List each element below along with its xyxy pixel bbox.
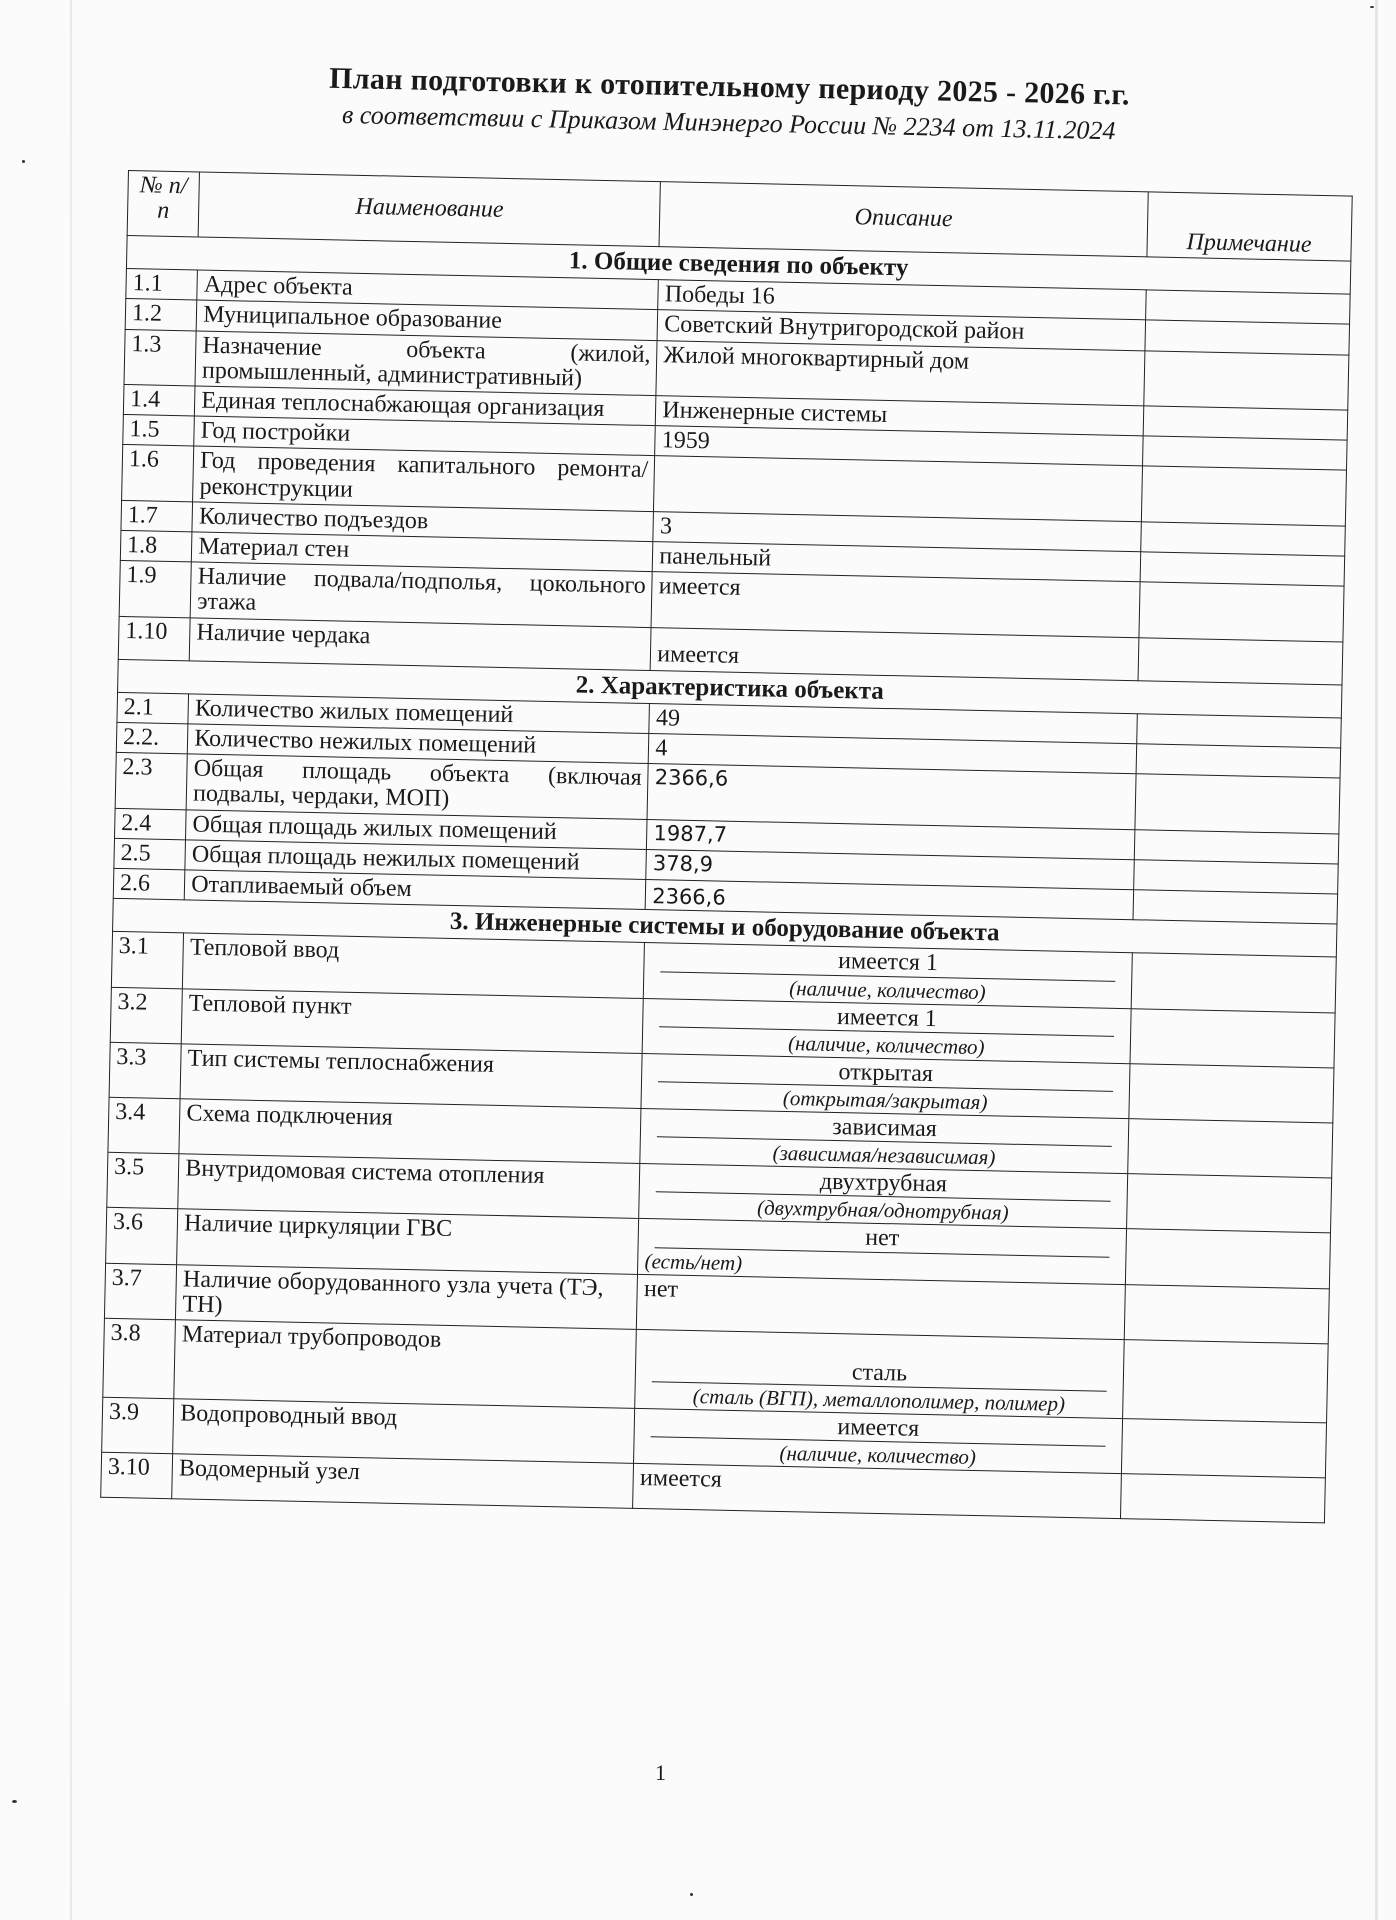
row-value: имеется <box>651 1411 1106 1447</box>
row-desc <box>634 1408 1122 1473</box>
row-note <box>1145 320 1350 354</box>
row-num: 1.8 <box>120 530 192 562</box>
row-name: Единая теплоснабжающая организация <box>195 386 657 426</box>
row-num: 3.7 <box>104 1263 176 1320</box>
row-num: 3.3 <box>109 1042 181 1099</box>
row-name: Наличие подвала/подполья, цокольного этажа <box>190 562 652 627</box>
row-name: Общая площадь нежилых помещений <box>185 840 647 880</box>
row-hint: (двухтрубная/однотрубная) <box>756 1195 1009 1226</box>
plan-table-wrapper <box>100 170 1353 1524</box>
row-num: 1.10 <box>118 616 190 660</box>
section-title: 1. Общие сведения по объекту <box>126 235 1350 294</box>
row-desc <box>642 998 1130 1063</box>
row-desc <box>638 1219 1126 1284</box>
document-header <box>149 58 1310 150</box>
row-desc <box>640 1108 1128 1173</box>
row-name: Водомерный узел <box>172 1454 634 1509</box>
row-num: 1.2 <box>125 299 197 331</box>
header-desc: Описание <box>659 182 1148 257</box>
document-subtitle: в соответствии с Приказом Минэнерго России № 2234 от 13.11.2024 <box>341 100 1116 146</box>
row-desc: 378,9 <box>646 849 1134 889</box>
row-name: Схема подключения <box>179 1099 641 1164</box>
scan-speck <box>22 160 25 163</box>
header-note: Примечание <box>1147 192 1353 261</box>
scan-speck <box>1370 6 1374 8</box>
row-name: Год постройки <box>194 416 656 456</box>
row-desc: имеется <box>633 1464 1121 1519</box>
row-name: Общая площадь жилых помещений <box>186 809 648 849</box>
row-hint: (сталь (ВГП), металлополимер, полимер) <box>692 1384 1066 1416</box>
row-note <box>1142 436 1347 470</box>
row-note <box>1124 1284 1329 1344</box>
row-num: 2.6 <box>113 868 185 900</box>
scan-edge <box>70 0 72 1920</box>
document-title: План подготовки к отопительному периоду 2025 - 2026 г.г. <box>328 61 1131 112</box>
row-hint: (открытая/закрытая) <box>782 1085 988 1115</box>
row-desc <box>654 456 1142 522</box>
section-title: 2. Характеристика объекта <box>118 659 1342 718</box>
row-name: Количество нежилых помещений <box>188 724 650 764</box>
row-desc <box>635 1330 1124 1419</box>
row-value: сталь <box>652 1356 1107 1392</box>
row-name: Тепловой пункт <box>181 988 643 1053</box>
row-num: 3.2 <box>110 987 182 1044</box>
scan-speck <box>12 1800 17 1803</box>
row-desc: 2366,6 <box>647 764 1135 830</box>
page-number: 1 <box>655 1760 666 1785</box>
row-note <box>1133 890 1338 924</box>
row-num: 3.6 <box>106 1208 178 1265</box>
row-value: имеется 1 <box>660 1001 1115 1037</box>
row-desc: 1959 <box>655 426 1143 466</box>
row-note <box>1140 522 1345 556</box>
row-name: Тип системы теплоснабжения <box>180 1044 642 1109</box>
row-value: двухтрубная <box>656 1167 1111 1203</box>
row-desc: 3 <box>653 511 1141 551</box>
row-name: Назначение объекта (жилой, промышленный, административный) <box>195 331 657 396</box>
row-note <box>1134 829 1339 863</box>
row-num: 1.4 <box>123 384 195 416</box>
row-desc: Победы 16 <box>658 280 1146 320</box>
row-note <box>1143 406 1348 440</box>
row-note <box>1141 466 1346 526</box>
row-num: 1.5 <box>123 415 195 447</box>
row-name: Год проведения капитального ремонта/реконструкции <box>193 446 655 511</box>
row-note <box>1125 1229 1330 1289</box>
row-desc: 49 <box>649 703 1137 743</box>
row-note <box>1130 1008 1335 1068</box>
row-num: 3.10 <box>101 1453 173 1499</box>
row-name: Материал стен <box>192 532 654 572</box>
row-note <box>1133 859 1338 893</box>
row-num: 2.1 <box>117 692 189 724</box>
row-name: Водопроводный ввод <box>173 1399 635 1464</box>
row-desc <box>641 1053 1129 1118</box>
row-name: Наличие циркуляции ГВС <box>177 1209 639 1274</box>
row-note <box>1140 552 1345 586</box>
row-name: Количество подъездов <box>192 502 654 542</box>
row-num: 2.4 <box>115 808 187 840</box>
row-hint: (наличие, количество) <box>789 975 986 1004</box>
row-name: Наличие оборудованного узла учета (ТЭ, ТН) <box>176 1264 638 1329</box>
row-name: Материал трубопроводов <box>174 1320 637 1409</box>
header-name: Наименование <box>198 172 660 247</box>
row-note <box>1145 290 1350 324</box>
row-note <box>1128 1063 1333 1123</box>
scan-edge <box>1375 0 1378 1920</box>
row-name: Наличие чердака <box>189 617 651 670</box>
row-num: 2.2. <box>116 722 188 754</box>
row-name: Количество жилых помещений <box>188 694 650 734</box>
row-num: 3.9 <box>102 1397 174 1454</box>
row-value: имеется 1 <box>661 946 1116 982</box>
row-desc: панельный <box>653 542 1141 582</box>
row-name: Отапливаемый объем <box>184 870 646 910</box>
row-num: 1.3 <box>124 329 196 386</box>
row-num: 1.1 <box>126 269 198 301</box>
row-note <box>1136 713 1341 747</box>
row-desc: имеется <box>651 572 1139 638</box>
row-desc <box>639 1164 1127 1229</box>
row-value: зависимая <box>657 1111 1112 1147</box>
row-num: 2.5 <box>114 838 186 870</box>
row-desc: имеется <box>650 627 1138 680</box>
row-num: 1.6 <box>122 445 194 502</box>
row-hint: (зависимая/независимая) <box>772 1140 996 1170</box>
row-note <box>1135 774 1340 834</box>
row-name: Общая площадь объекта (включая подвалы, чердаки, МОП) <box>186 754 648 819</box>
row-note <box>1126 1174 1331 1234</box>
scan-speck <box>690 1893 693 1896</box>
row-desc: Инженерные системы <box>656 396 1144 436</box>
row-num: 1.9 <box>119 561 191 618</box>
row-name: Внутридомовая система отопления <box>178 1154 640 1219</box>
row-name: Муниципальное образование <box>196 300 658 340</box>
row-note <box>1121 1419 1326 1479</box>
row-hint: (наличие, количество) <box>779 1441 977 1470</box>
row-value: нет <box>655 1222 1110 1258</box>
row-note <box>1136 744 1341 778</box>
row-num: 3.1 <box>111 932 183 989</box>
row-name: Адрес объекта <box>197 270 659 310</box>
row-num: 2.3 <box>115 753 187 810</box>
header-num: № п/п <box>127 171 200 237</box>
row-note <box>1138 637 1343 684</box>
row-hint: (наличие, количество) <box>787 1030 985 1059</box>
row-value: открытая <box>658 1056 1113 1092</box>
row-note <box>1120 1474 1325 1523</box>
row-desc: Советский Внутригородской район <box>657 310 1145 350</box>
row-num: 3.5 <box>107 1153 179 1210</box>
row-desc: 1987,7 <box>647 819 1135 859</box>
row-desc: Жилой многоквартирный дом <box>656 340 1144 406</box>
row-note <box>1122 1340 1328 1423</box>
row-hint: (есть/нет) <box>644 1248 743 1275</box>
row-desc: 2366,6 <box>645 879 1133 919</box>
row-name: Тепловой ввод <box>183 933 645 998</box>
plan-table <box>100 170 1353 1524</box>
row-num: 1.7 <box>121 500 193 532</box>
row-num: 3.4 <box>108 1097 180 1154</box>
row-note <box>1131 953 1336 1013</box>
row-note <box>1127 1119 1332 1179</box>
row-desc <box>644 943 1132 1008</box>
row-note <box>1143 350 1348 410</box>
row-note <box>1139 582 1344 642</box>
row-desc: нет <box>637 1274 1125 1340</box>
row-num: 3.8 <box>103 1318 176 1398</box>
section-title: 3. Инженерные системы и оборудование объекта <box>113 898 1337 957</box>
row-desc: 4 <box>649 733 1137 773</box>
